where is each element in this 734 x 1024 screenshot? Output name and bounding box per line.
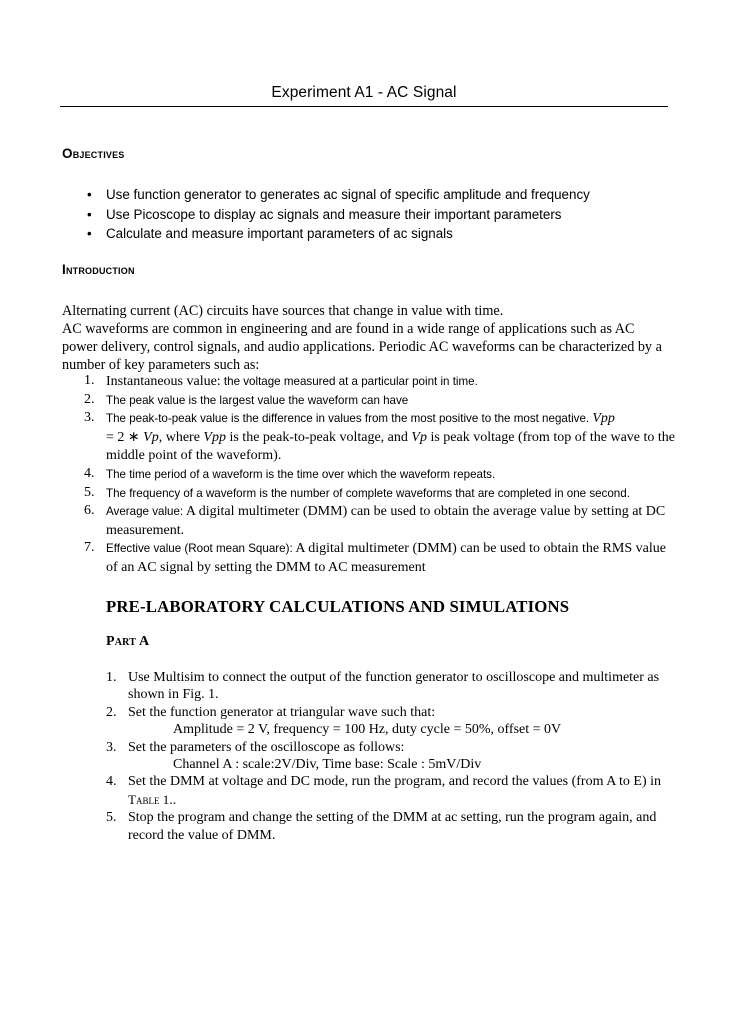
list-item: 3. Set the parameters of the oscilloscope as follows: Channel A : scale:2V/Div, Time base: Scale : 5mV/Div [106, 739, 676, 774]
list-item: 6. Average value: A digital multimeter (DMM) can be used to obtain the average value by setting at DC measurement. [84, 503, 666, 538]
item-text: the voltage measured at a particular point in time. [220, 375, 478, 388]
list-item: 7. Effective value (Root mean Square): A digital multimeter (DMM) can be used to obtain the RMS value of an AC signal by setting the DMM to AC measurement [84, 540, 666, 575]
table-reference: Table 1 [128, 791, 170, 807]
item-text: A digital multimeter (DMM) can be used to obtain the average value by setting at DC measurement. [106, 504, 666, 538]
bullet-icon: • [87, 187, 92, 202]
bullet-icon: • [87, 226, 92, 241]
list-item [87, 224, 590, 244]
part-a-heading: Part A [106, 634, 150, 649]
introduction-paragraph [62, 302, 672, 374]
list-item: 3. The peak-to-peak value is the difference in values from the most positive to the most negative. Vpp = 2 ∗ Vp, where Vpp is the peak-to-peak voltage, and Vp is peak voltage (from top of the wave to the middle point of the waveform). [84, 410, 676, 464]
objective-text: Use function generator to generates ac signal of specific amplitude and frequency [106, 187, 590, 202]
parameters-list [78, 372, 678, 577]
intro-body: AC waveforms are common in engineering and are found in a wide range of applications such as AC power delivery, control signals, and audio applications. Periodic AC waveforms can be characterized by a number of key parameters such as: [62, 321, 662, 373]
step-text: Set the function generator at triangular wave such that: [128, 704, 436, 720]
bullet-icon: • [87, 206, 92, 222]
step-text: Set the parameters of the oscilloscope as follows: [128, 739, 405, 755]
introduction-heading: Introduction [62, 262, 135, 277]
header-divider [60, 106, 668, 107]
part-a-steps [106, 669, 676, 844]
objective-text: Use Picoscope to display ac signals and measure their important parameters [106, 206, 562, 222]
item-text: The time period of a waveform is the time over which the waveform repeats. [106, 467, 496, 481]
step-text: Stop the program and change the setting of the DMM at ac setting, run the program again, and record the value of DMM. [128, 810, 657, 843]
item-label: Instantaneous value: [106, 374, 221, 389]
objectives-list [87, 185, 590, 244]
step-detail: Amplitude = 2 V, frequency = 100 Hz, duty cycle = 50%, offset = 0V [173, 722, 562, 738]
item-text: The peak value is the largest value the waveform can have [106, 393, 409, 407]
item-text: The peak-to-peak value is the difference in values from the most positive to the most negative. [106, 412, 593, 426]
list-item: 2. Set the function generator at triangular wave such that: Amplitude = 2 V, frequency = 100 Hz, duty cycle = 50%, offset = 0V [106, 704, 676, 739]
list-item: 4. Set the DMM at voltage and DC mode, run the program, and record the values (from A to E) in Table 1.. [106, 774, 662, 808]
list-item: 5. The frequency of a waveform is the number of complete waveforms that are completed in one second. [84, 484, 630, 500]
list-item [87, 185, 590, 205]
objective-text: Calculate and measure important parameters of ac signals [106, 226, 453, 241]
list-item: 1. Use Multisim to connect the output of the function generator to oscilloscope and multimeter as shown in Fig. 1. [106, 670, 660, 703]
list-item [87, 205, 590, 225]
step-detail: Channel A : scale:2V/Div, Time base: Scale : 5mV/Div [173, 757, 482, 773]
prelab-heading: PRE-LABORATORY CALCULATIONS AND SIMULATIONS [106, 597, 570, 616]
step-text: Use Multisim to connect the output of the function generator to oscilloscope and multimeter as shown in Fig. 1. [128, 670, 660, 703]
page-header-title: Experiment A1 - AC Signal [271, 84, 457, 101]
item-text: The frequency of a waveform is the number of complete waveforms that are completed in one second. [106, 486, 630, 500]
item-label: Average value: [106, 505, 184, 519]
objectives-heading: Objectives [62, 146, 125, 161]
intro-line-1: Alternating current (AC) circuits have sources that change in value with time. [62, 303, 504, 319]
item-label: Effective value (Root mean Square): [106, 542, 293, 556]
math-vp: Vp [143, 429, 159, 445]
math-vpp: Vpp [592, 411, 615, 427]
list-item: 5. Stop the program and change the setting of the DMM at ac setting, run the program again, and record the value of DMM. [106, 810, 657, 843]
list-item: 1. Instantaneous value: the voltage measured at a particular point in time. [84, 373, 478, 389]
step-text: Set the DMM at voltage and DC mode, run the program, and record the values (from A to E) in [128, 774, 662, 790]
list-item: 4. The time period of a waveform is the time over which the waveform repeats. [84, 465, 496, 481]
item-text: A digital multimeter (DMM) can be used to obtain the RMS value of an AC signal by setting the DMM to AC measurement [106, 541, 666, 575]
math-eq: = 2 ∗ [106, 429, 144, 445]
list-item: 2. The peak value is the largest value the waveform can have [84, 391, 409, 407]
